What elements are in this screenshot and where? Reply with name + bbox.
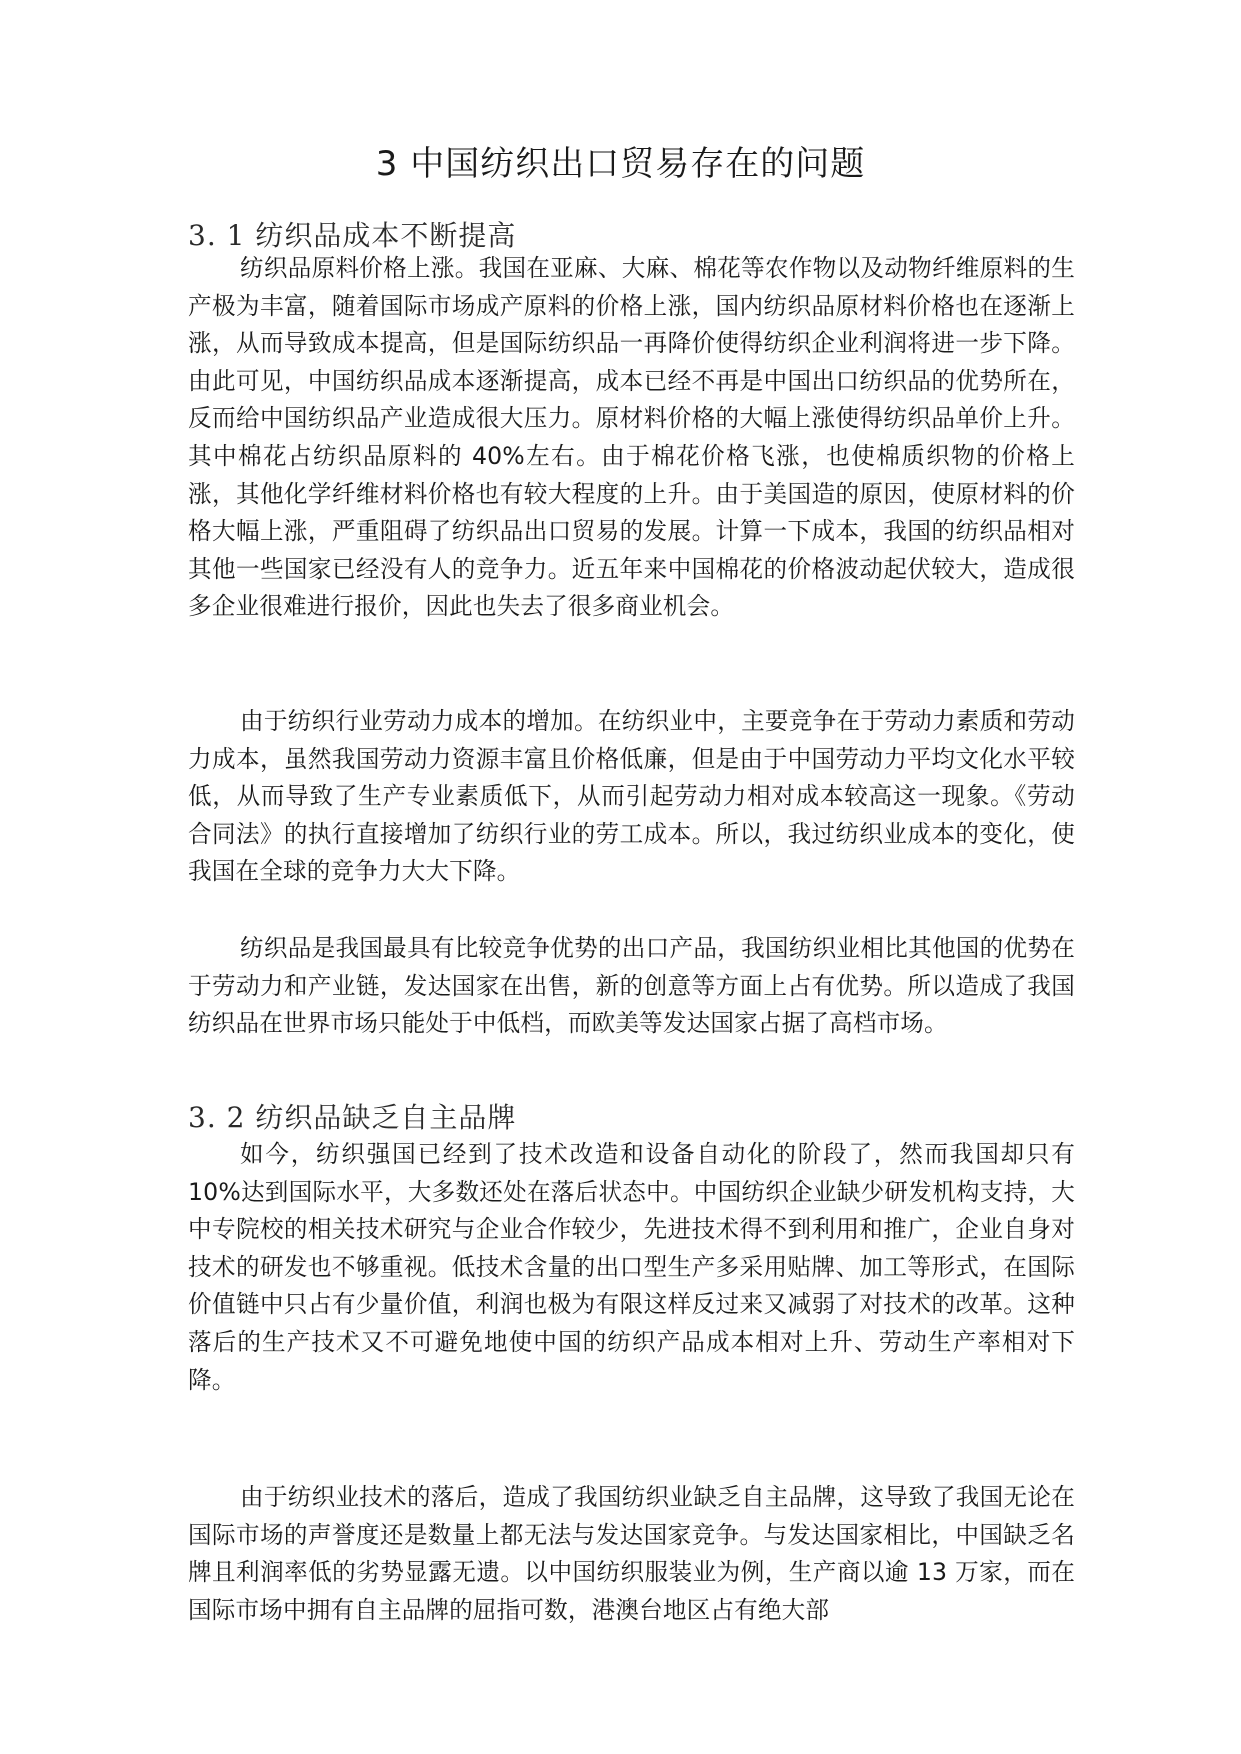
paragraph-brand-deficiency: 由于纺织业技术的落后，造成了我国纺织业缺乏自主品牌，这导致了我国无论在国际市场的声誉度还是数量上都无法与发达国家竞争。与发达国家相比，中国缺乏名牌且利润率低的劣势显露无遗。以中国纺织服装业为例，生产商以逾 13 万家，而在国际市场中拥有自主品牌的屈指可数，港澳台地区占有绝大部	[188, 1483, 1075, 1624]
section-heading-3-2: 3. 2 纺织品缺乏自主品牌	[188, 1101, 517, 1134]
paragraph-raw-material-cost: 纺织品原料价格上涨。我国在亚麻、大麻、棉花等农作物以及动物纤维原料的生产极为丰富，随着国际市场成产原料的价格上涨，国内纺织品原材料价格也在逐渐上涨，从而导致成本提高，但是国际纺织品一再降价使得纺织企业利润将进一步下降。由此可见，中国纺织品成本逐渐提高，成本已经不再是中国出口纺织品的优势所在，反而给中国纺织品产业造成很大压力。原材料价格的大幅上涨使得纺织品单价上升。其中棉花占纺织品原料的 40%左右。由于棉花价格飞涨，也使棉质织物的价格上涨，其他化学纤维材料价格也有较大程度的上升。由于美国造的原因，使原材料的价格大幅上涨，严重阻碍了纺织品出口贸易的发展。计算一下成本，我国的纺织品相对其他一些国家已经没有人的竞争力。近五年来中国棉花的价格波动起伏较大，造成很多企业很难进行报价，因此也失去了很多商业机会。	[188, 254, 1075, 621]
paragraph-technology-gap: 如今，纺织强国已经到了技术改造和设备自动化的阶段了，然而我国却只有 10%达到国际水平，大多数还处在落后状态中。中国纺织企业缺少研发机构支持，大中专院校的相关技术研究与企业合作较少，先进技术得不到利用和推广，企业自身对技术的研发也不够重视。低技术含量的出口型生产多采用贴牌、加工等形式，在国际价值链中只占有少量价值，利润也极为有限这样反过来又减弱了对技术的改革。这种落后的生产技术又不可避免地使中国的纺织产品成本相对上升、劳动生产率相对下降。	[188, 1140, 1075, 1394]
chapter-title: 3 中国纺织出口贸易存在的问题	[375, 144, 866, 184]
paragraph-competitive-advantage: 纺织品是我国最具有比较竞争优势的出口产品，我国纺织业相比其他国的优势在于劳动力和产业链，发达国家在出售，新的创意等方面上占有优势。所以造成了我国纺织品在世界市场只能处于中低档，而欧美等发达国家占据了高档市场。	[188, 934, 1075, 1038]
paragraph-labor-cost: 由于纺织行业劳动力成本的增加。在纺织业中，主要竞争在于劳动力素质和劳动力成本，虽然我国劳动力资源丰富且价格低廉，但是由于中国劳动力平均文化水平较低，从而导致了生产专业素质低下，从而引起劳动力相对成本较高这一现象。《劳动合同法》的执行直接增加了纺织行业的劳工成本。所以，我过纺织业成本的变化，使我国在全球的竞争力大大下降。	[188, 707, 1075, 886]
section-heading-3-1: 3. 1 纺织品成本不断提高	[188, 219, 517, 252]
